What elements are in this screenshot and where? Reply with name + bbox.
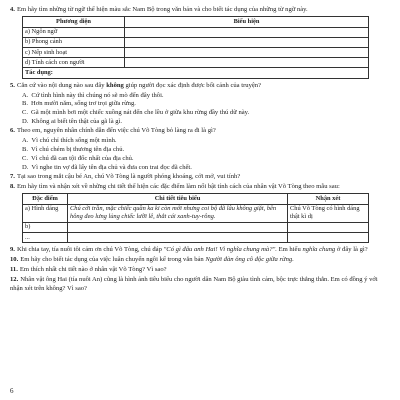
answer-option — [22, 137, 382, 145]
table-cell: ... — [23, 233, 68, 243]
table-cell: d) Tính cách con người — [23, 58, 125, 68]
question-number: 4. — [10, 6, 15, 13]
question-6 — [10, 127, 382, 135]
answer-option — [22, 109, 382, 117]
option-letter: C. — [22, 109, 29, 117]
answer-cell — [125, 37, 369, 47]
question-number: 5. — [10, 81, 15, 89]
answer-cell — [125, 48, 369, 58]
table-header: Chi tiết tiêu biểu — [68, 194, 288, 204]
answer-option — [22, 100, 382, 108]
question-text: ở đây là gì? — [336, 246, 368, 254]
question-text: Em hãy cho biết tác dụng của việc luân chuyển ngôi kể trong văn bản — [20, 256, 204, 264]
question-text: Em thích nhất chi tiết nào ở nhân vật Võ Tòng? Vì sao? — [19, 266, 167, 274]
answer-option — [22, 118, 382, 126]
comment-cell: Chú Võ Tòng có hình dáng thật kì dị — [288, 204, 369, 222]
q4-table — [22, 16, 369, 78]
question-number: 8. — [10, 182, 15, 190]
question-number: 10. — [10, 256, 19, 264]
question-number: 12. — [10, 276, 19, 284]
question-7 — [10, 173, 382, 181]
option-letter: A. — [22, 137, 29, 145]
option-letter: D. — [22, 118, 29, 126]
answer-option — [22, 146, 382, 154]
page-number: 6 — [10, 387, 14, 396]
question-number: 6. — [10, 127, 15, 135]
option-text: Vì chú chém bị thương tên địa chủ. — [31, 146, 125, 154]
question-11 — [10, 266, 382, 274]
option-text: Cứ tình hình này thì chúng nó sẽ mò đến đây thôi. — [31, 91, 164, 99]
table-row — [23, 68, 369, 78]
table-cell: a) Hình dáng — [23, 204, 68, 222]
story-title: Người đàn ông cô độc giữa rừng. — [205, 256, 294, 264]
question-text: Căn cứ vào nội dung nào sau đây — [16, 81, 105, 89]
detail-cell — [68, 233, 288, 243]
detail-cell — [68, 222, 288, 232]
question-text: Em hãy tìm và nhận xét về những chi tiết thể hiện các đặc điểm làm nổi bật tính cách của nhân vật Võ Tòng theo mẫu sau: — [16, 182, 340, 190]
detail-cell: Chú cởi trần, mặc chiếc quần ka ki còn mới nhưng coi bộ đã lâu không giặt, bên hông đeo lưng lủng chiếc lưỡi lê, thắt cái xanh-tuy-rông. — [68, 204, 288, 222]
quote-text: "Có gì đâu anh Hai! Vì nghĩa chung mà?". — [163, 246, 277, 254]
option-text: Vì chú chỉ thích sống một mình. — [31, 137, 117, 145]
answer-option — [22, 164, 382, 172]
question-8 — [10, 183, 382, 191]
table-row — [23, 222, 369, 232]
table-row — [23, 58, 369, 68]
question-text: Khi chia tay, tía nuôi tôi cảm ơn chú Võ Tòng, chú đáp — [16, 246, 162, 254]
option-letter: C. — [22, 155, 29, 163]
question-9 — [10, 246, 382, 254]
option-letter: D. — [22, 164, 29, 171]
option-text: Gã một mình bơi một chiếc xuồng nát đến che lều ở giữa khu rừng đầy thú dữ này. — [31, 109, 250, 117]
table-footer: Tác dụng: — [23, 68, 369, 78]
question-text: Nhân vật ông Hai (tía nuôi An) cũng là hình ảnh tiêu biểu cho người dân Nam Bộ giàu tình cảm, bộc trực thẳng thắn. Em có đồng ý với nhận xét trên không? Vì sao? — [10, 276, 378, 292]
q8-table — [22, 193, 369, 243]
table-header: Biểu hiện — [125, 17, 369, 27]
question-text: Em hiểu — [278, 246, 301, 254]
option-text: Vì chú đã can tội đốc nhất của địa chủ. — [31, 155, 134, 163]
option-text: Hơn mười năm, sống trơ trọi giữa rừng. — [31, 100, 136, 108]
table-row — [23, 48, 369, 58]
table-cell: b) Phong cảnh — [23, 37, 125, 47]
answer-option — [22, 155, 382, 163]
table-row — [23, 37, 369, 47]
table-cell: a) Ngôn ngữ — [23, 27, 125, 37]
question-10 — [10, 256, 382, 264]
option-text: Vì nghe tin vợ đã lấy tên địa chủ và đưa con trai đọc đã chết. — [31, 164, 192, 171]
question-number: 11. — [10, 266, 18, 274]
table-cell: b) — [23, 222, 68, 232]
question-number: 7. — [10, 172, 15, 180]
question-5 — [10, 82, 382, 90]
comment-cell — [288, 222, 369, 232]
question-text: giúp người đọc xác định được bối cảnh của truyện? — [125, 81, 262, 89]
table-header: Đặc điểm — [23, 194, 68, 204]
table-header: Nhận xét — [288, 194, 369, 204]
question-text: Theo em, nguyên nhân chính dẫn đến việc chú Võ Tòng bỏ làng ra đi là gì? — [16, 127, 216, 135]
answer-cell — [125, 27, 369, 37]
quote-text: nghĩa chung — [302, 246, 336, 254]
answer-option — [22, 92, 382, 100]
question-text: Tại sao trong mắt cậu bé An, chú Võ Tòng là người phóng khoáng, cởi mở, vui tính? — [16, 172, 241, 180]
option-text: Không ai biết tên thật của gã là gì. — [31, 118, 123, 126]
question-12 — [10, 276, 382, 293]
option-letter: A. — [22, 91, 29, 99]
option-letter: B. — [22, 100, 29, 108]
table-row — [23, 233, 369, 243]
table-row — [23, 27, 369, 37]
table-row — [23, 204, 369, 222]
comment-cell — [288, 233, 369, 243]
question-4 — [10, 6, 382, 14]
emphasis-word: không — [106, 81, 124, 89]
table-cell: c) Nếp sinh hoạt — [23, 48, 125, 58]
question-text: Em hãy tìm những từ ngữ thể hiện màu sắc Nam Bộ trong văn bản và cho biết tác dụng của những từ ngữ này. — [16, 6, 308, 13]
table-header: Phương diện — [23, 17, 125, 27]
answer-cell — [125, 58, 369, 68]
option-letter: B. — [22, 146, 29, 154]
question-number: 9. — [10, 246, 15, 254]
